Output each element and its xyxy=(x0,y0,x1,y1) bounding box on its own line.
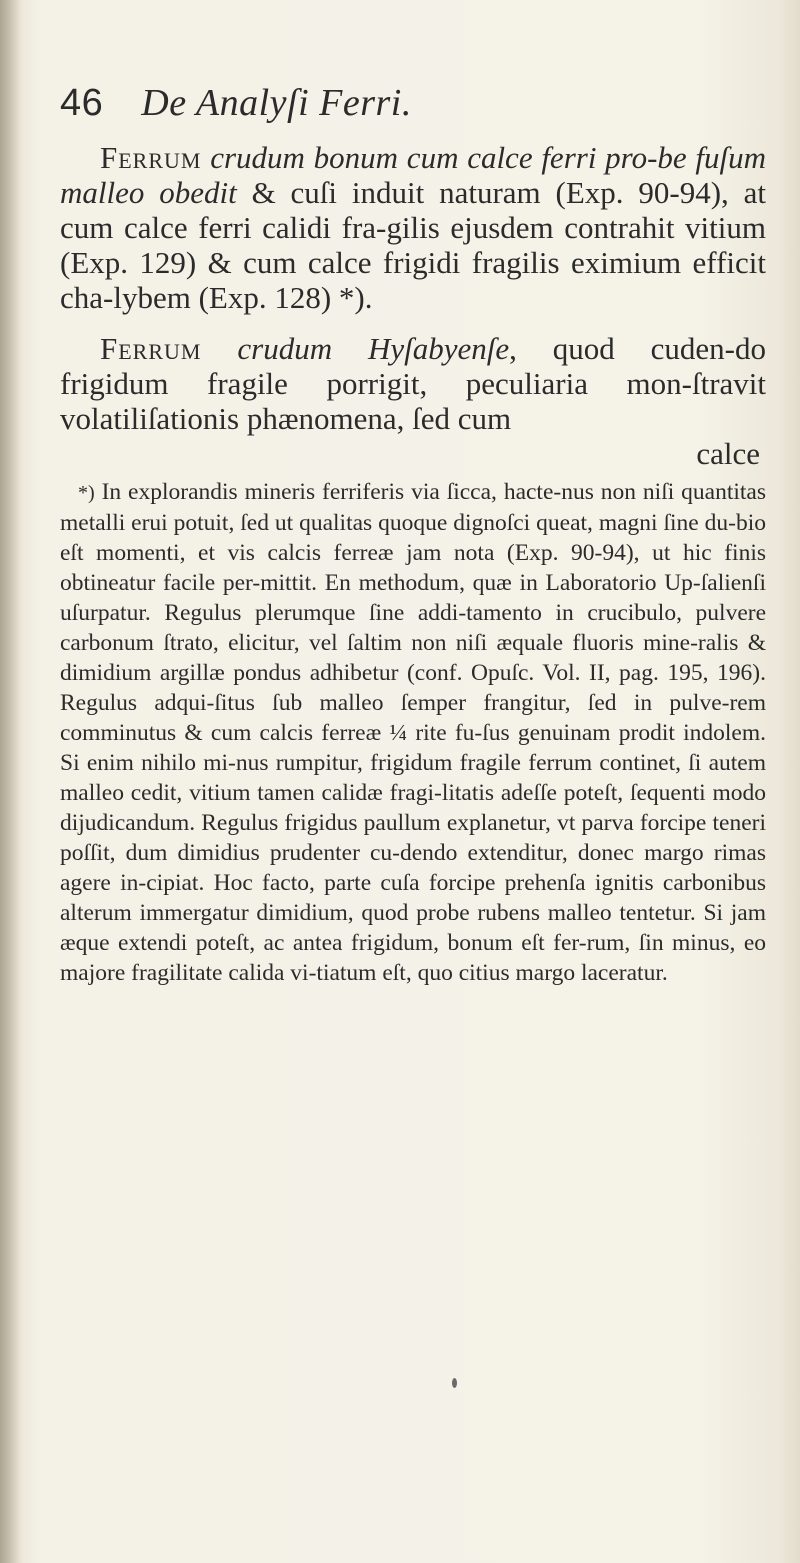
ink-mark xyxy=(452,1378,457,1388)
page-number: 46 xyxy=(60,82,104,124)
page-content xyxy=(60,80,766,1012)
footnote xyxy=(60,477,766,988)
running-title: De Analyſi Ferri. xyxy=(141,82,412,124)
paragraph-2-lead: Ferrum xyxy=(100,331,202,366)
continuation-word: calce xyxy=(696,436,760,471)
paragraph-2-seg-1: crudum Hyſabyenſe xyxy=(237,331,510,366)
paragraph-1-seg-0 xyxy=(201,140,210,175)
paragraph-2-seg-0 xyxy=(201,331,237,366)
paragraph-1-lead: Ferrum xyxy=(100,140,202,175)
paragraph-1 xyxy=(60,140,766,315)
footnote-text: In explorandis mineris ferriferis via ſicca, hacte-nus non niſi quantitas metalli erui potuit, ſed ut qualitas quoque dignoſci queat, magni ſine du-bio eſt momenti, et vis calcis ferreæ jam nota (Exp. 90-94), ut hic finis obtineatur facile per-mittit. En methodum, quæ in Laboratorio Up-ſalienſi uſurpatur. Regulus plerumque ſine addi-tamento in crucibulo, pulvere carbonum ſtrato, elicitur, vel ſaltim non niſi æquale fluoris mine-ralis & dimidium argillæ pondus adhibetur (conf. Opuſc. Vol. II, pag. 195, 196). Regulus adqui-ſitus ſub malleo ſemper frangitur, ſed in pulve-rem comminutus & cum calcis ferreæ ¼ rite fu-ſus genuinam prodit indolem. Si enim nihilo mi-nus rumpitur, frigidum fragile ferrum continet, ſi autem malleo cedit, vitium tamen calidæ fragi-litatis adeſſe poteſt, ſequenti modo dijudicandum. Regulus frigidus paullum explanetur, vt parva forcipe teneri poſſit, dum dimidius prudenter cu-dendo extenditur, donec margo rimas agere in-cipiat. Hoc facto, parte cuſa forcipe prehenſa ignitis carbonibus alterum immergatur dimidium, quod probe rubens malleo tentetur. Si jam æque extendi poteſt, ac antea frigidum, bonum eſt fer-rum, ſin minus, eo majore fragilitate calida vi-tiatum eſt, quo citius margo laceratur. xyxy=(60,479,766,986)
paragraph-2-seg-2: , quod cuden-do frigidum fragile porrigit, peculiaria mon-ſtravit volatiliſationis phænomena, ſed cum xyxy=(60,331,766,436)
paragraph-1-seg-1: crudum bonum cum calce ferri pro-be fuſum malleo obedit xyxy=(60,140,767,210)
footnote-marker: *) xyxy=(78,482,95,504)
running-head xyxy=(60,80,766,126)
paragraph-2 xyxy=(60,331,766,436)
binding-shadow xyxy=(0,0,22,1563)
paragraph-1-seg-2: & cuſi induit naturam (Exp. 90-94), at cum calce ferri calidi fra-gilis ejusdem contrahit vitium (Exp. 129) & cum calce frigidi fragilis eximium efficit cha-lybem (Exp. 128) *). xyxy=(60,175,767,315)
